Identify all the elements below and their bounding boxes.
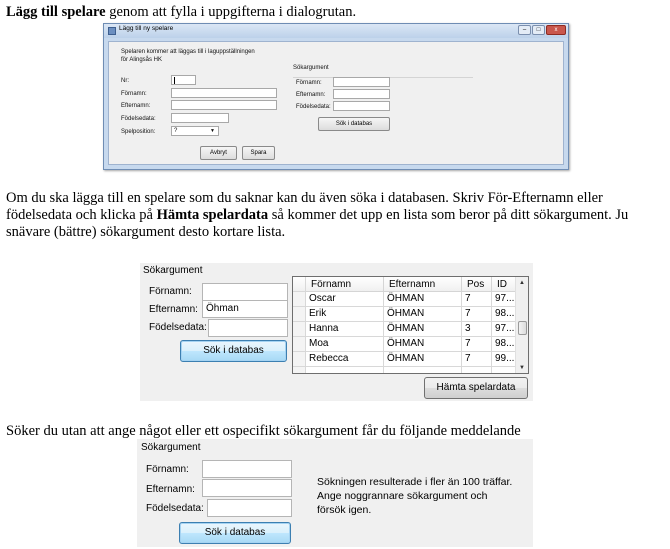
cell-fornamn[interactable]: Erik xyxy=(306,307,384,322)
cell-pos[interactable]: 7 xyxy=(462,307,492,322)
fodelsedata-label: Födelsedata: xyxy=(149,322,207,333)
nr-label: Nr: xyxy=(121,78,129,84)
search-paragraph xyxy=(6,190,668,241)
search-fodelsedata-label: Födelsedata: xyxy=(296,104,331,110)
message-paragraph: Söker du utan att ange något eller ett ospecifikt sökargument får du följande meddelande xyxy=(6,423,521,439)
intro-bold: Lägg till spelare xyxy=(6,4,106,20)
efternamn-input[interactable]: Öhman xyxy=(202,300,288,318)
cell-efternamn[interactable]: ÖHMAN xyxy=(384,292,462,307)
cell-fornamn[interactable]: Rebecca xyxy=(306,352,384,367)
search-fornamn-input[interactable] xyxy=(333,77,390,87)
cell-id[interactable]: 98... xyxy=(492,307,516,322)
search-database-button[interactable]: Sök i databas xyxy=(180,340,287,362)
search-database-button[interactable]: Sök i databas xyxy=(179,522,291,544)
results-grid[interactable] xyxy=(292,276,529,374)
message-line-2: Ange noggrannare sökargument och xyxy=(317,490,488,502)
dialog-title: Lägg till ny spelare xyxy=(119,25,174,32)
spelposition-label: Spelposition: xyxy=(121,129,156,135)
cell-efternamn[interactable]: ÖHMAN xyxy=(384,307,462,322)
search-group-label: Sökargument xyxy=(143,265,203,276)
cell-partial xyxy=(384,367,462,374)
efternamn-input[interactable] xyxy=(171,100,277,110)
fornamn-input[interactable] xyxy=(202,283,288,301)
spelposition-value: ? xyxy=(174,128,178,134)
grid-header-id[interactable]: ID xyxy=(492,277,516,292)
fornamn-label: Förnamn: xyxy=(149,286,192,297)
cell-partial xyxy=(492,367,516,374)
cell-partial xyxy=(306,367,384,374)
search-fodelsedata-input[interactable] xyxy=(333,101,390,111)
search-database-button[interactable]: Sök i databas xyxy=(318,117,390,131)
grid-corner xyxy=(293,277,306,292)
fodelsedata-label: Födelsedata: xyxy=(146,503,204,514)
efternamn-input[interactable] xyxy=(202,479,292,497)
efternamn-label: Efternamn: xyxy=(121,103,151,109)
cancel-button[interactable]: Avbryt xyxy=(200,146,237,160)
nr-input[interactable] xyxy=(171,75,196,85)
row-header[interactable] xyxy=(293,292,306,307)
cell-partial xyxy=(462,367,492,374)
intro-text: genom att fylla i uppgifterna i dialogrutan. xyxy=(105,4,357,20)
grid-vertical-scrollbar[interactable] xyxy=(515,277,528,373)
intro-line-1: Spelaren kommer att läggas till i laguppställningen xyxy=(121,49,255,55)
cell-pos[interactable]: 7 xyxy=(462,292,492,307)
scroll-up-arrow-icon[interactable]: ▲ xyxy=(519,280,525,286)
cell-fornamn[interactable]: Oscar xyxy=(306,292,384,307)
row-header[interactable] xyxy=(293,352,306,367)
search-results-panel xyxy=(140,263,533,401)
grid-header-fornamn[interactable]: Förnamn xyxy=(306,277,384,292)
minimize-button[interactable]: – xyxy=(518,25,531,35)
cell-pos[interactable]: 7 xyxy=(462,337,492,352)
fornamn-label: Förnamn: xyxy=(121,91,147,97)
search-efternamn-input[interactable] xyxy=(333,89,390,99)
scroll-down-arrow-icon[interactable]: ▼ xyxy=(519,365,525,371)
row-header[interactable] xyxy=(293,322,306,337)
efternamn-label: Efternamn: xyxy=(146,484,195,495)
cell-id[interactable]: 99... xyxy=(492,352,516,367)
row-header[interactable] xyxy=(293,307,306,322)
cell-efternamn[interactable]: ÖHMAN xyxy=(384,322,462,337)
efternamn-label: Efternamn: xyxy=(149,304,198,315)
row-header[interactable] xyxy=(293,337,306,352)
fodelsedata-label: Födelsedata: xyxy=(121,116,156,122)
fornamn-input[interactable] xyxy=(202,460,292,478)
scrollbar-thumb[interactable] xyxy=(518,321,527,335)
cell-id[interactable]: 98... xyxy=(492,337,516,352)
fornamn-label: Förnamn: xyxy=(146,464,189,475)
message-line-3: försök igen. xyxy=(317,504,372,516)
fornamn-input[interactable] xyxy=(171,88,277,98)
cell-fornamn[interactable]: Moa xyxy=(306,337,384,352)
cell-id[interactable]: 97... xyxy=(492,322,516,337)
search-text-b: så kommer det upp en lista som beror på ditt sökargument. Ju snävare (bättre) sökargument desto kortare lista. xyxy=(6,207,629,240)
message-line-1: Sökningen resulterade i fler än 100 träffar. xyxy=(317,476,513,488)
search-message-panel xyxy=(137,439,533,547)
result-message xyxy=(317,475,532,517)
cell-efternamn[interactable]: ÖHMAN xyxy=(384,337,462,352)
dialog-titlebar xyxy=(104,24,568,38)
cell-pos[interactable]: 3 xyxy=(462,322,492,337)
row-header xyxy=(293,367,306,374)
fetch-player-data-button[interactable]: Hämta spelardata xyxy=(424,377,528,399)
grid-header-pos[interactable]: Pos xyxy=(462,277,492,292)
maximize-button[interactable]: □ xyxy=(532,25,545,35)
fodelsedata-input[interactable] xyxy=(208,319,288,337)
save-button[interactable]: Spara xyxy=(242,146,275,160)
fodelsedata-input[interactable] xyxy=(207,499,292,517)
chevron-down-icon: ▼ xyxy=(210,128,215,134)
cell-fornamn[interactable]: Hanna xyxy=(306,322,384,337)
search-text-bold: Hämta spelardata xyxy=(156,207,269,223)
cell-efternamn[interactable]: ÖHMAN xyxy=(384,352,462,367)
spelposition-select[interactable] xyxy=(171,126,219,136)
search-efternamn-label: Efternamn: xyxy=(296,92,326,98)
cell-pos[interactable]: 7 xyxy=(462,352,492,367)
close-button[interactable]: x xyxy=(546,25,566,35)
app-icon xyxy=(108,27,116,35)
cell-id[interactable]: 97... xyxy=(492,292,516,307)
add-player-dialog xyxy=(103,23,569,170)
search-fornamn-label: Förnamn: xyxy=(296,80,322,86)
search-group-label: Sökargument xyxy=(141,442,201,453)
fodelsedata-input[interactable] xyxy=(171,113,229,123)
grid-header-efternamn[interactable]: Efternamn xyxy=(384,277,462,292)
search-group-label: Sökargument xyxy=(293,65,329,71)
intro-line-2: för Alingsås HK xyxy=(121,57,163,63)
intro-paragraph xyxy=(6,4,356,21)
dialog-client-area xyxy=(108,41,564,165)
search-text-a: Om du ska lägga till en spelare som du saknar kan du även söka i databasen. Skriv För-Efternamn eller födelsedata och klicka på xyxy=(6,190,603,223)
